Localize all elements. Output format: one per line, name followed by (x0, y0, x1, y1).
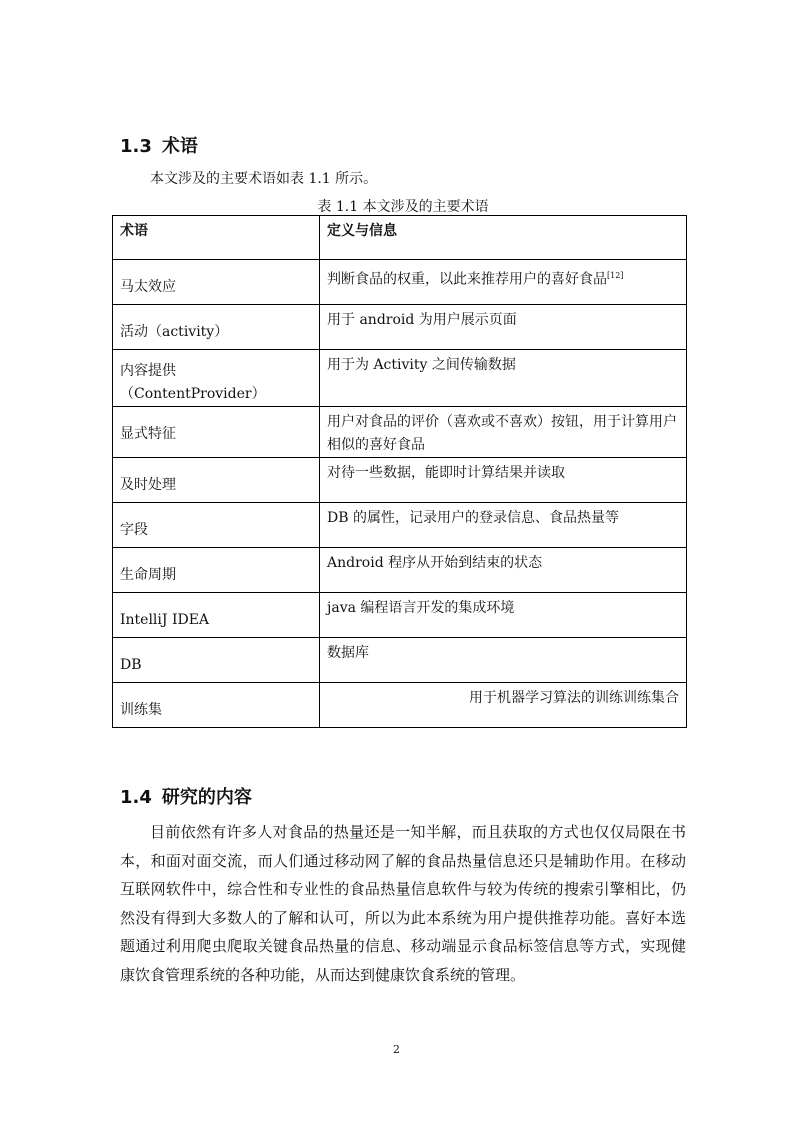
page-number: 2 (393, 1043, 400, 1056)
definition-cell: 用于为 Activity 之间传输数据 (320, 350, 687, 407)
header-definition: 定义与信息 (320, 216, 687, 260)
definition-cell (320, 260, 687, 305)
definition-cell: 对待一些数据，能即时计算结果并读取 (320, 458, 687, 503)
table-header-row (113, 216, 687, 260)
table-row (113, 458, 687, 503)
section-heading-1-4 (120, 783, 252, 809)
definition-cell: DB 的属性，记录用户的登录信息、食品热量等 (320, 503, 687, 548)
term-cell: 及时处理 (113, 458, 320, 503)
table-row (113, 407, 687, 458)
term-cell: 内容提供（ContentProvider） (113, 350, 320, 407)
term-cell: 活动（activity） (113, 305, 320, 350)
term-cell: DB (113, 638, 320, 683)
definition-cell: java 编程语言开发的集成环境 (320, 593, 687, 638)
table-caption: 表 1.1 本文涉及的主要术语 (317, 199, 489, 215)
table-row (113, 305, 687, 350)
intro-text: 本文涉及的主要术语如表 1.1 所示。 (150, 171, 378, 187)
definition-cell: 数据库 (320, 638, 687, 683)
table-row (113, 350, 687, 407)
table-row (113, 593, 687, 638)
term-cell: 训练集 (113, 683, 320, 728)
table-row (113, 638, 687, 683)
section-number: 1.3 (120, 136, 152, 157)
section-title: 研究的内容 (161, 787, 252, 808)
definition-cell: Android 程序从开始到结束的状态 (320, 548, 687, 593)
term-cell: 生命周期 (113, 548, 320, 593)
term-cell: 字段 (113, 503, 320, 548)
definition-cell: 用于 android 为用户展示页面 (320, 305, 687, 350)
body-paragraph: 目前依然有许多人对食品的热量还是一知半解，而且获取的方式也仅仅局限在书本，和面对面交流，而人们通过移动网了解的食品热量信息还只是辅助作用。在移动互联网软件中，综合性和专业性的食品热量信息软件与较为传统的搜索引擎相比，仍然没有得到大多数人的了解和认可，所以为此本系统为用户提供推荐功能。喜好本选题通过利用爬虫爬取关键食品热量的信息、移动端显示食品标签信息等方式，实现健康饮食管理系统的各种功能，从而达到健康饮食系统的管理。 (120, 823, 686, 984)
definition-cell: 用于机器学习算法的训练训练集合 (320, 683, 687, 728)
definition-text: 判断食品的权重，以此来推荐用户的喜好食品 (327, 271, 607, 288)
term-cell: IntelliJ IDEA (113, 593, 320, 638)
section-title: 术语 (161, 136, 198, 157)
table-row (113, 260, 687, 305)
citation: [12] (607, 271, 624, 280)
table-row (113, 503, 687, 548)
term-cell: 显式特征 (113, 407, 320, 458)
section-number: 1.4 (120, 787, 152, 808)
table-row (113, 548, 687, 593)
table-row (113, 683, 687, 728)
section-heading-1-3 (120, 132, 198, 158)
terms-table (112, 215, 687, 728)
header-term: 术语 (113, 216, 320, 260)
term-cell: 马太效应 (113, 260, 320, 305)
definition-cell: 用户对食品的评价（喜欢或不喜欢）按钮，用于计算用户相似的喜好食品 (320, 407, 687, 458)
